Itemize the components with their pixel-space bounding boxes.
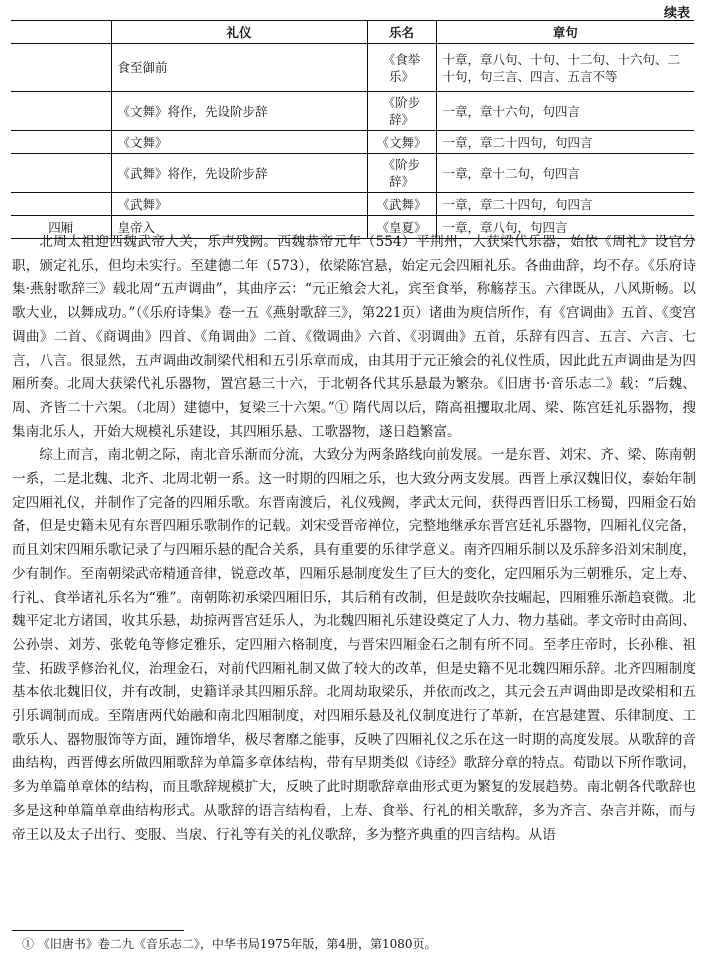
footnote: ① 《旧唐书》卷二九《音乐志二》，中华书局1975年版，第4册，第1080页。 — [22, 937, 437, 951]
cell-verse: 一章，章十六句，句四言 — [436, 92, 694, 131]
table-row — [11, 131, 694, 154]
header-hall — [11, 21, 111, 44]
table-header-row — [11, 21, 694, 44]
cell-hall — [11, 92, 111, 131]
cell-rite: 《武舞》 — [111, 193, 367, 216]
cell-music: 《皇夏》 — [367, 216, 436, 239]
cell-hall — [11, 154, 111, 193]
cell-verse: 一章，章十二句，句四言 — [436, 154, 694, 193]
cell-music: 《阶步辞》 — [367, 92, 436, 131]
cell-rite: 《武舞》将作，先设阶步辞 — [111, 154, 367, 193]
header-music: 乐名 — [367, 21, 436, 44]
rites-table — [11, 20, 694, 239]
cell-verse: 一章，章二十四句，句四言 — [436, 131, 694, 154]
cell-music: 《阶步辞》 — [367, 154, 436, 193]
cell-music: 《食举乐》 — [367, 44, 436, 92]
cell-verse: 十章，章八句、十句、十二句、十六句、二十句，句三言、四言、五言不等 — [436, 44, 694, 92]
table-row — [11, 193, 694, 216]
cell-hall: 四厢 — [11, 216, 111, 239]
paragraph-northern-zhou: 北周太祖迎西魏武帝人关，乐声残阙。西魏恭帝元年（554）平荆州，大获梁代乐器，始依《周礼》设官分职，颁定礼乐，但均未实行。至建德二年（573），依梁陈宫悬，始定元会四厢礼乐。各曲曲辞，均不存。《乐府诗集·燕射歌辞三》载北周“五声调曲”，其曲序云：“元正飨会大礼，宾至食举，称觞荐玉。六律既从，八风斯畅。以歌大业，以舞成功。”（《乐府诗集》卷一五《燕射歌辞三》，第221页）诸曲为庾信所作，有《宫调曲》五首、《变宫调曲》二首、《商调曲》四首、《角调曲》二首、《徵调曲》六首、《羽调曲》五首，乐辞有四言、五言、六言、七言，八言。很显然，五声调曲改制梁代相和五引乐章而成，由其用于元正飨会的礼仪性质，因此此五声调曲是为四厢所奏。北周大获梁代礼乐器物，置宫悬三十六，于北朝各代其乐悬最为繁杂。《旧唐书·音乐志二》载：“后魏、周、齐皆二十六架。（北周）建德中，复梁三十六架。”① 隋代周以后，隋高祖攫取北周、梁、陈宫廷礼乐器物，搜集南北乐人，开始大规模礼乐建设，其四厢乐悬、工歌器物，遂日趋繁富。 — [12, 234, 696, 440]
table-row — [11, 44, 694, 92]
header-verse: 章句 — [436, 21, 694, 44]
paragraph-summary: 综上而言，南北朝之际，南北音乐渐而分流，大致分为两条路线向前发展。一是东晋、刘宋、齐、梁、陈南朝一系，二是北魏、北齐、北周北朝一系。这一时期的四厢之乐，也大致分两支发展。西晋上承汉魏旧仪，泰始年制定四厢礼仪，并制作了完备的四厢乐歌。东晋南渡后，礼仪残阙，孝武太元间，获得西晋旧乐工杨蜀，四厢金石始备，但是史籍未见有东晋四厢乐歌制作的记载。刘宋受晋帝禅位，完整地继承东晋宫廷礼乐器物，四厢礼仪完备，而且刘宋四厢乐歌记录了与四厢乐悬的配合关系，具有重要的乐律学意义。南齐四厢乐制以及乐辞多沿刘宋制度，少有制作。至南朝梁武帝精通音律，锐意改革，四厢乐悬制度发生了巨大的变化，定四厢乐为三朝雅乐，定上寿、行礼、食举诸礼乐名为“雅”。南朝陈初承梁四厢旧乐，其后稍有改制，但是鼓吹杂技崛起，四厢雅乐渐趋衰微。北魏平定北方诸国，收其乐悬，劫掠两晋宫廷乐人，为北魏四厢礼乐建设奠定了人力、物力基础。孝文帝时由高闾、公孙崇、刘芳、张乾龟等修定雅乐，定四厢六格制度，与晋宋四厢金石之制有所不同。至孝庄帝时，长孙稚、祖莹、拓跋孚修治礼仪，治理金石，对前代四厢礼制又做了较大的改革，但是史籍不见北魏四厢乐辞。北齐四厢制度基本依北魏旧仪，并有改制，史籍详录其四厢乐辞。北周劫取梁乐，并依而改之，其元会五声调曲即是改梁相和五引乐调制而成。至隋唐两代始融和南北四厢制度，对四厢乐悬及礼仪制度进行了革新，在宫悬建置、乐律制度、工歌乐人、器物服饰等方面，踵饰增华，极尽奢靡之能事，反映了四厢礼仪之乐在这一时期的高度发展。从歌辞的音曲结构，西晋傅玄所做四厢歌辞为单篇多章体结构，带有早期类似《诗经》歌辞分章的特点。荀勖以下所作歌词，多为单篇单章体的结构，而且歌辞规模扩大，反映了此时期歌辞章曲形式更为繁复的发展趋势。南北朝各代歌辞也多是这种单篇单章曲结构形式。从歌辞的语言结构看，上寿、食举、行礼的相关歌辞，多为齐言、杂言并陈，而与帝王以及太子出行、变服、当扆、行礼等有关的礼仪歌辞，多为整齐典重的四言结构。从语 — [12, 447, 696, 843]
cell-music: 《文舞》 — [367, 131, 436, 154]
cell-verse: 一章，章八句，句四言 — [436, 216, 694, 239]
body-text — [12, 231, 696, 847]
table-continued-label: 续表 — [663, 6, 690, 21]
cell-hall — [11, 193, 111, 216]
cell-hall — [11, 44, 111, 92]
footnote-divider — [12, 930, 184, 931]
cell-verse: 一章，章二十四句，句四言 — [436, 193, 694, 216]
header-rite: 礼仪 — [111, 21, 367, 44]
cell-rite: 皇帝入 — [111, 216, 367, 239]
table-row — [11, 92, 694, 131]
cell-rite: 食至御前 — [111, 44, 367, 92]
table-row — [11, 154, 694, 193]
cell-music: 《武舞》 — [367, 193, 436, 216]
cell-rite: 《文舞》将作，先设阶步辞 — [111, 92, 367, 131]
cell-hall — [11, 131, 111, 154]
cell-rite: 《文舞》 — [111, 131, 367, 154]
